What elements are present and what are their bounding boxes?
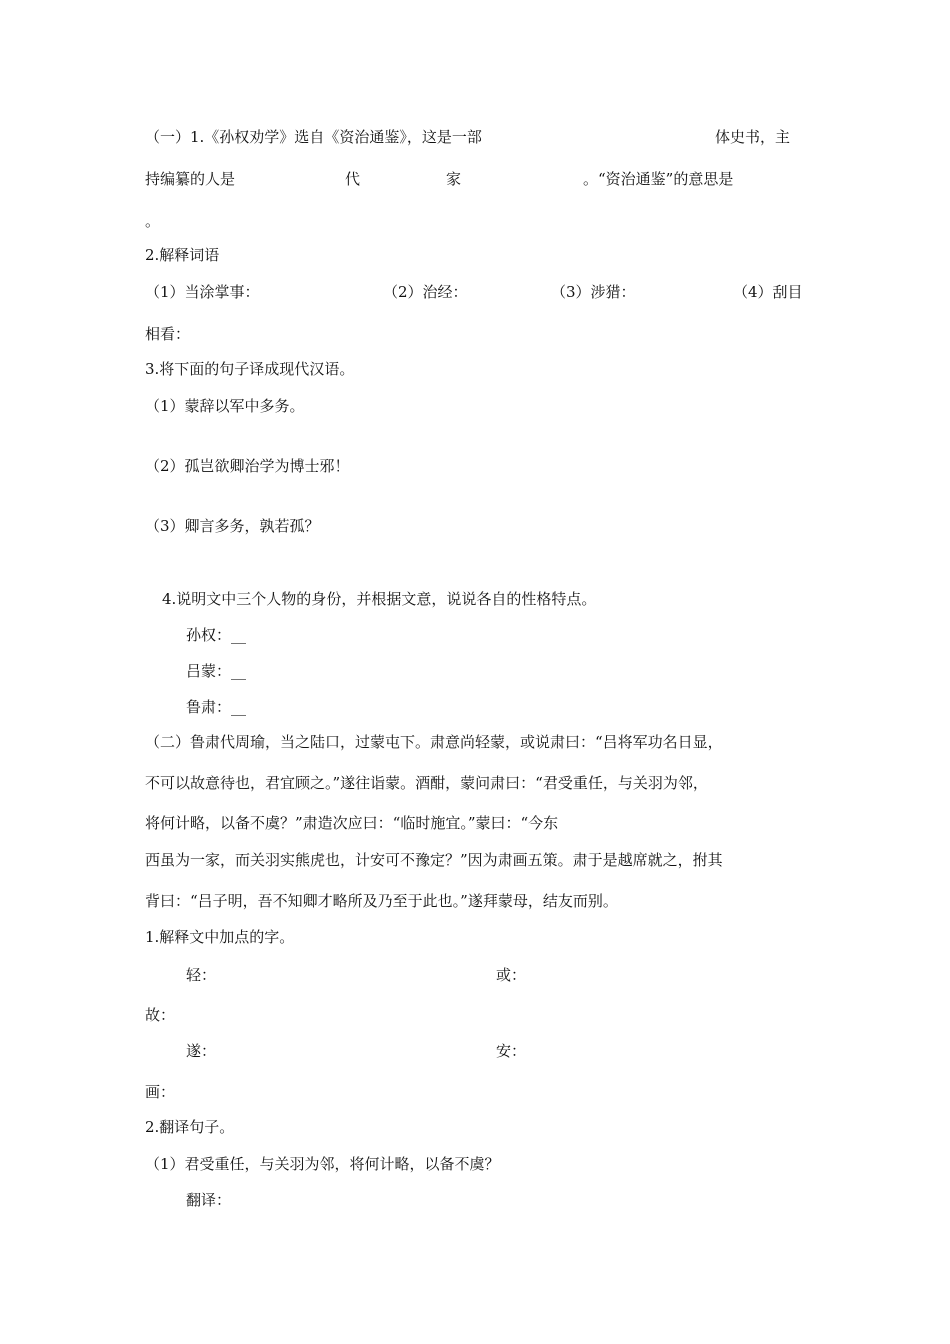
q4-lvmeng: 吕蒙：__ (186, 662, 247, 680)
q1-line3: 。 (145, 212, 161, 230)
p2-q1-gu: 故： (145, 1006, 176, 1024)
q2-item-4: （4）刮目 (733, 283, 803, 301)
p2-q1-hua: 画： (145, 1083, 176, 1101)
q4-sunquan: 孙权：__ (186, 626, 247, 644)
p2-q1-huo: 或： (496, 966, 527, 984)
passage-line-2: 不可以故意待也，君宜顾之。”遂往诣蒙。酒酣，蒙问肃曰：“君受重任，与关羽为邻， (145, 774, 708, 792)
p2-q1-an: 安： (496, 1042, 527, 1060)
p2-q2-translate-label: 翻译： (186, 1191, 232, 1209)
q1-line2-dai: 代 (345, 170, 361, 188)
q2-item-1: （1）当涂掌事： (145, 283, 260, 301)
q3-item-1: （1）蒙辞以军中多务。 (145, 397, 305, 415)
p2-q2-item-1: （1）君受重任，与关羽为邻，将何计略，以备不虞？ (145, 1155, 500, 1173)
q3-item-3: （3）卿言多务，孰若孤？ (145, 517, 320, 535)
p2-q2-title: 2.翻译句子。 (145, 1118, 235, 1136)
p2-q1-title: 1.解释文中加点的字。 (145, 928, 295, 946)
q1-line2-jia: 家 (446, 170, 462, 188)
q1-line1-text: （一）1.《孙权劝学》选自《资治通鉴》，这是一部 (145, 128, 482, 146)
passage-line-4: 西虽为一家，而关羽实熊虎也，计安可不豫定？”因为肃画五策。肃于是越席就之，拊其 (145, 851, 723, 869)
q3-title: 3.将下面的句子译成现代汉语。 (145, 360, 355, 378)
p2-q1-sui: 遂： (186, 1042, 217, 1060)
q2-item-2: （2）治经： (383, 283, 468, 301)
passage-line-3: 将何计略，以备不虞？”肃造次应曰：“临时施宜。”蒙曰：“今东 (145, 814, 559, 832)
p2-q1-qing: 轻： (186, 966, 217, 984)
q3-item-2: （2）孤岂欲卿治学为博士邪！ (145, 457, 350, 475)
q4-lusu: 鲁肃：__ (186, 698, 247, 716)
q2-item-4-cont: 相看： (145, 325, 191, 343)
q1-line1-end: 体史书，主 (715, 128, 791, 146)
q1-line2-text: 持编纂的人是 (145, 170, 236, 188)
passage-line-1: （二）鲁肃代周瑜，当之陆口，过蒙屯下。肃意尚轻蒙，或说肃曰：“吕将军功名日显， (145, 733, 723, 751)
q1-line2-end: 。“资治通鉴”的意思是 (583, 170, 734, 188)
passage-line-5: 背曰：“吕子明，吾不知卿才略所及乃至于此也。”遂拜蒙母，结友而别。 (145, 892, 618, 910)
q2-item-3: （3）涉猎： (551, 283, 636, 301)
q4-title: 4.说明文中三个人物的身份，并根据文意，说说各自的性格特点。 (162, 590, 597, 608)
q2-title: 2.解释词语 (145, 246, 220, 264)
